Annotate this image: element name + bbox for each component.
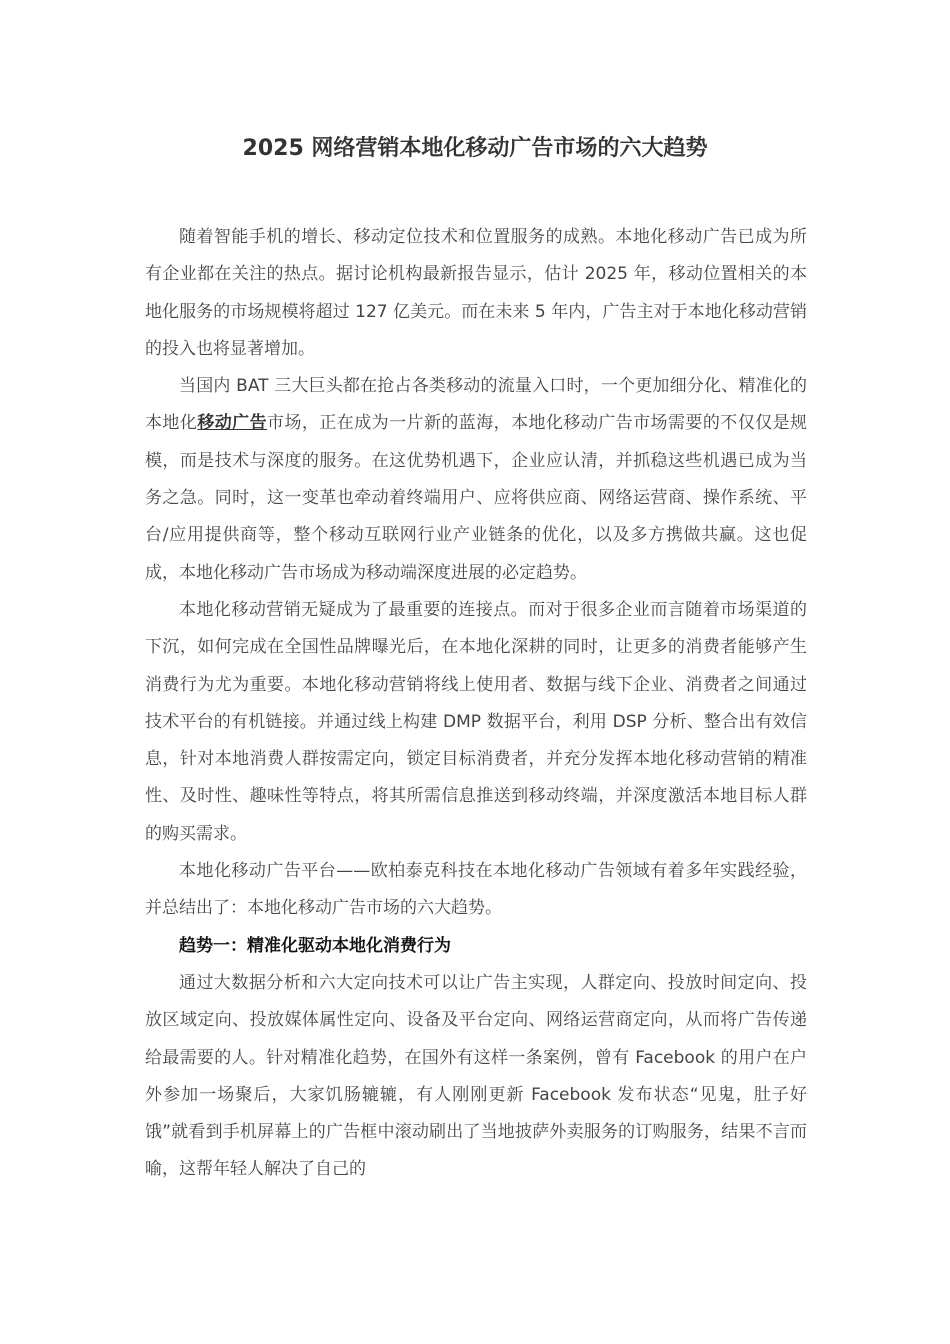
paragraph-bat-after: 市场，正在成为一片新的蓝海，本地化移动广告市场需要的不仅仅是规模，而是技术与深度的服务。在这优势机遇下，企业应认清，并抓稳这些机遇已成为当务之急。同时，这一变革也牵动着终端用户、应将供应商、网络运营商、操作系统、平台/应用提供商等，整个移动互联网行业产业链条的优化，以及多方携做共赢。这也促成，本地化移动广告市场成为移动端深度进展的必定趋势。 bbox=[145, 413, 808, 583]
paragraph-intro: 随着智能手机的增长、移动定位技术和位置服务的成熟。本地化移动广告已成为所有企业都在关注的热点。据讨论机构最新报告显示，估计 2025 年，移动位置相关的本地化服务的市场规模将超过 127 亿美元。而在未来 5 年内，广告主对于本地化移动营销的投入也将显著增加。 bbox=[145, 227, 807, 359]
document-body bbox=[145, 219, 807, 1189]
mobile-ads-link[interactable]: 移动广告 bbox=[197, 413, 268, 434]
paragraph-bat bbox=[145, 368, 807, 592]
trend-one-heading: 趋势一：精准化驱动本地化消费行为 bbox=[179, 935, 451, 956]
paragraph-platform: 本地化移动广告平台——欧柏泰克科技在本地化移动广告领域有着多年实践经验，并总结出了：本地化移动广告市场的六大趋势。 bbox=[145, 861, 807, 919]
paragraph-connection: 本地化移动营销无疑成为了最重要的连接点。而对于很多企业而言随着市场渠道的下沉，如何完成在全国性品牌曝光后，在本地化深耕的同时，让更多的消费者能够产生消费行为尤为重要。本地化移动营销将线上使用者、数据与线下企业、消费者之间通过技术平台的有机链接。并通过线上构建 DMP 数据平台，利用 DSP 分析、整合出有效信息，针对本地消费人群按需定向，锁定目标消费者，并充分发挥本地化移动营销的精准性、及时性、趣味性等特点，将其所需信息推送到移动终端，并深度激活本地目标人群的购买需求。 bbox=[145, 599, 807, 844]
document-title: 2025 网络营销本地化移动广告市场的六大趋势 bbox=[242, 136, 708, 161]
paragraph-bat-before: 当国内 BAT 三大巨头都在抢占各类移动的流量入口时，一个更加细分化、精准化的本地化 bbox=[145, 376, 807, 434]
paragraph-trend-one: 通过大数据分析和六大定向技术可以让广告主实现，人群定向、投放时间定向、投放区域定向、投放媒体属性定向、设备及平台定向、网络运营商定向，从而将广告传递给最需要的人。针对精准化趋势，在国外有这样一条案例，曾有 Facebook 的用户在户外参加一场聚后，大家饥肠辘辘，有人刚刚更新 Facebook 发布状态“见鬼，肚子好饿”就看到手机屏幕上的广告框中滚动刷出了当地披萨外卖服务的订购服务，结果不言而喻，这帮年轻人解决了自己的 bbox=[145, 972, 807, 1180]
